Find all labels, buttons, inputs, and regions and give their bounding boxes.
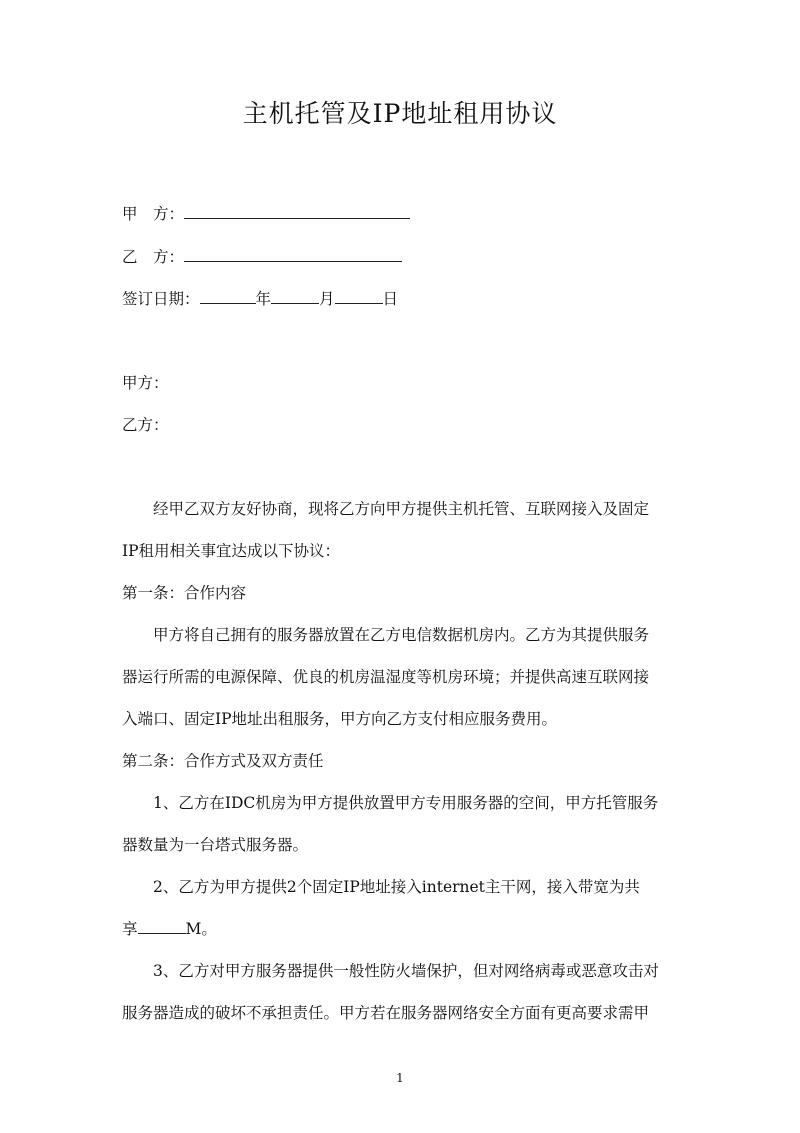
year-blank — [200, 287, 256, 304]
party-a-field — [122, 202, 410, 226]
month-blank — [271, 287, 319, 304]
party-a-short: 甲方： — [122, 374, 169, 392]
day-blank — [335, 287, 383, 304]
party-b-blank — [184, 245, 402, 262]
page-number: 1 — [396, 1071, 404, 1085]
party-a-label: 甲 方： — [122, 205, 185, 223]
article-1-line-2: 器运行所需的电源保障、优良的机房温湿度等机房环境；并提供高速互联网接 — [122, 668, 650, 686]
intro-line-1: 经甲乙双方友好协商，现将乙方向甲方提供主机托管、互联网接入及固定 — [153, 500, 650, 518]
month-label: 月 — [319, 290, 335, 308]
item-1-line-1: 1、乙方在IDC机房为甲方提供放置甲方专用服务器的空间，甲方托管服务 — [153, 794, 659, 812]
item-1-line-2: 器数量为一台塔式服务器。 — [122, 836, 309, 854]
sign-date-label: 签订日期： — [122, 290, 200, 308]
party-a-blank — [184, 202, 410, 219]
article-1-title: 第一条：合作内容 — [122, 584, 247, 602]
article-2-title: 第二条：合作方式及双方责任 — [122, 752, 324, 770]
document-title: 主机托管及IP地址租用协议 — [242, 99, 558, 128]
sign-date-field — [122, 287, 398, 311]
party-b-short: 乙方： — [122, 416, 169, 434]
article-1-line-1: 甲方将自己拥有的服务器放置在乙方电信数据机房内。乙方为其提供服务 — [153, 626, 650, 644]
item-3-line-2: 服务器造成的破坏不承担责任。甲方若在服务器网络安全方面有更高要求需甲 — [122, 1004, 650, 1022]
party-b-label: 乙 方： — [122, 248, 185, 266]
item-3-line-1: 3、乙方对甲方服务器提供一般性防火墙保护，但对网络病毒或恶意攻击对 — [153, 962, 659, 980]
item-2-line-1: 2、乙方为甲方提供2个固定IP地址接入internet主干网，接入带宽为共 — [153, 878, 640, 896]
article-1-line-3: 入端口、固定IP地址出租服务，甲方向乙方支付相应服务费用。 — [122, 710, 558, 728]
year-label: 年 — [255, 290, 272, 308]
item-2-suffix: M。 — [185, 920, 217, 938]
item-2-prefix: 享 — [122, 920, 138, 938]
day-label: 日 — [382, 290, 399, 308]
item-2-line-2 — [122, 917, 682, 941]
party-b-field — [122, 245, 402, 269]
bandwidth-blank — [138, 917, 186, 934]
intro-line-2: IP租用相关事宜达成以下协议： — [122, 542, 341, 560]
